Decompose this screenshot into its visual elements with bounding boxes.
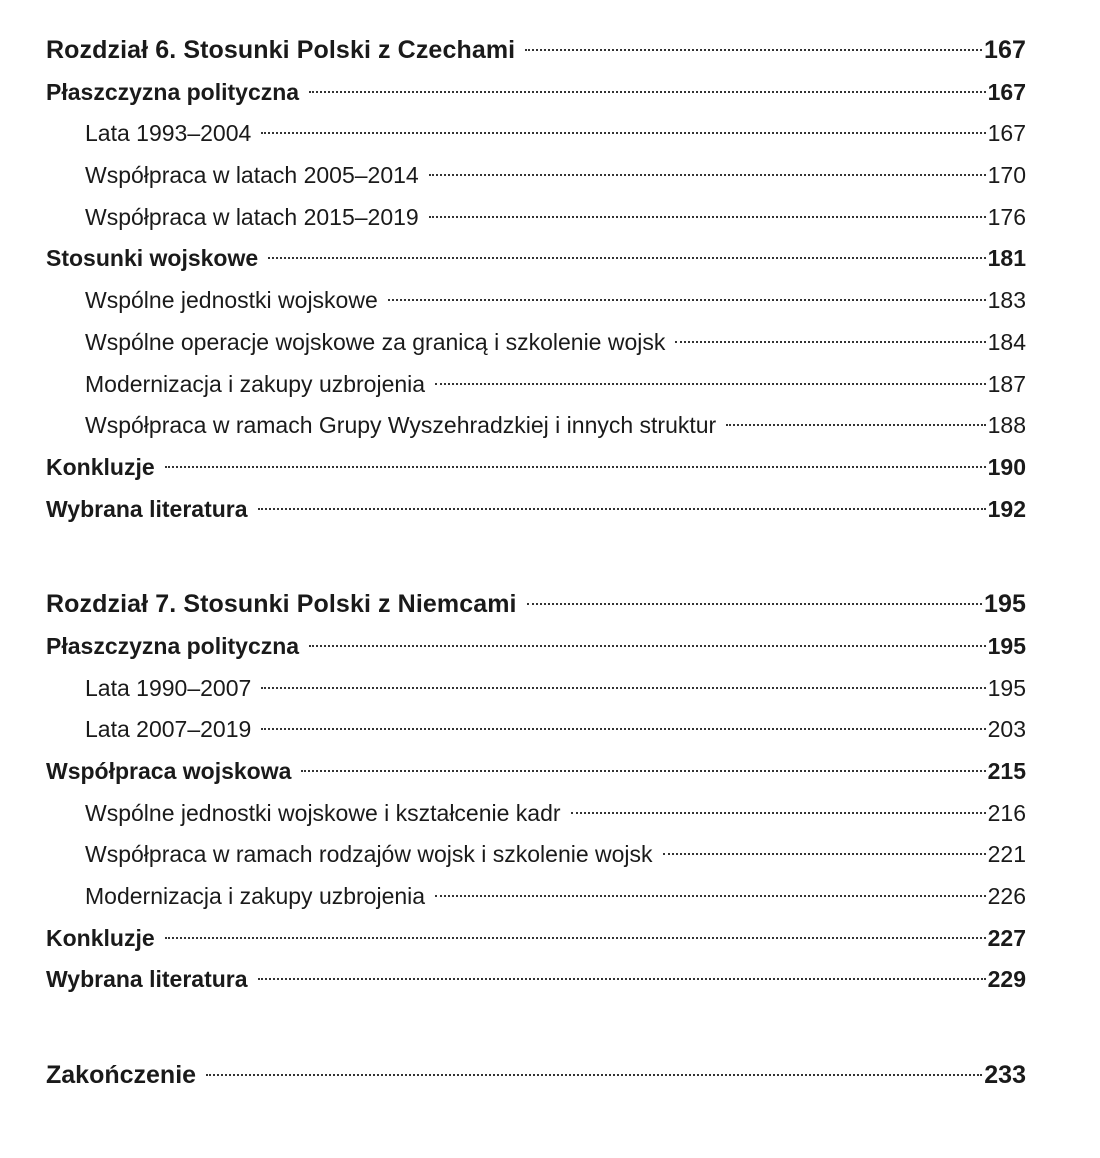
toc-entry-label: Wybrana literatura [46, 495, 248, 522]
toc-entry-label: Wybrana literatura [46, 966, 248, 993]
toc-entry-section[interactable] [46, 447, 1026, 489]
toc-page-number: 181 [987, 245, 1026, 272]
toc-entry-label: Konkluzje [46, 924, 155, 951]
toc-page-number: 221 [987, 841, 1026, 868]
dot-leader [258, 508, 986, 510]
toc-page-number: 192 [987, 495, 1026, 522]
chapter-7-block [46, 584, 1026, 1001]
toc-page-number: 195 [983, 590, 1026, 619]
toc-page-number: 215 [987, 758, 1026, 784]
dot-leader [527, 603, 982, 605]
dot-leader [261, 728, 985, 730]
toc-page-number: 167 [987, 120, 1026, 147]
toc-entry-section[interactable] [46, 489, 1026, 531]
toc-page-number: 167 [983, 36, 1026, 64]
toc-page-number: 195 [987, 674, 1026, 701]
conclusion-block [46, 1055, 1026, 1097]
toc-entry-label: Wspólne jednostki wojskowe [85, 287, 378, 314]
toc-entry-label: Zakończenie [46, 1061, 197, 1090]
dot-leader [309, 645, 986, 647]
toc-entry-subsection[interactable] [46, 405, 1026, 447]
dot-leader [301, 770, 985, 772]
toc-page-number: 216 [987, 799, 1026, 826]
toc-page-number: 167 [987, 78, 1026, 105]
dot-leader [429, 174, 986, 176]
toc-chapter-6-heading[interactable] [46, 30, 1026, 72]
toc-entry-subsection[interactable] [46, 113, 1026, 155]
dot-leader [435, 895, 986, 897]
toc-page-number: 183 [987, 287, 1026, 314]
toc-entry-subsection[interactable] [46, 155, 1026, 197]
dot-leader [258, 978, 986, 980]
dot-leader [261, 687, 985, 689]
toc-entry-label: Płaszczyzna polityczna [46, 78, 300, 105]
toc-entry-label: Współpraca w latach 2015–2019 [85, 203, 419, 230]
toc-entry-section[interactable] [46, 238, 1026, 280]
toc-page-number: 203 [987, 716, 1026, 743]
toc-page-number: 227 [987, 924, 1026, 951]
toc-page-number: 187 [987, 370, 1026, 397]
toc-entry-subsection[interactable] [46, 322, 1026, 364]
toc-page-number: 176 [987, 203, 1026, 230]
toc-page-number: 195 [987, 632, 1026, 659]
dot-leader [675, 341, 985, 343]
toc-entry-label: Współpraca wojskowa [46, 758, 292, 784]
toc-conclusion-heading[interactable] [46, 1055, 1026, 1097]
toc-entry-label: Lata 1993–2004 [85, 120, 252, 147]
toc-chapter-7-heading[interactable] [46, 584, 1026, 626]
toc-entry-label: Współpraca w ramach rodzajów wojsk i szkolenie wojsk [85, 841, 653, 868]
dot-leader [663, 853, 986, 855]
dot-leader [261, 132, 985, 134]
toc-entry-section[interactable] [46, 959, 1026, 1001]
dot-leader [268, 257, 985, 259]
toc-entry-label: Współpraca w latach 2005–2014 [85, 162, 419, 189]
dot-leader [206, 1074, 982, 1076]
toc-entry-subsection[interactable] [46, 834, 1026, 876]
toc-entry-label: Modernizacja i zakupy uzbrojenia [85, 370, 426, 397]
toc-entry-section[interactable] [46, 918, 1026, 960]
toc-entry-subsection[interactable] [46, 793, 1026, 835]
toc-page-number: 188 [987, 412, 1026, 439]
chapter-6-block [46, 30, 1026, 530]
toc-entry-label: Wspólne operacje wojskowe za granicą i szkolenie wojsk [85, 328, 666, 355]
dot-leader [571, 812, 986, 814]
dot-leader [525, 49, 982, 51]
toc-entry-label: Wspólne jednostki wojskowe i kształcenie kadr [85, 799, 561, 826]
toc-page-number: 170 [987, 162, 1026, 189]
dot-leader [429, 216, 986, 218]
toc-entry-label: Rozdział 7. Stosunki Polski z Niemcami [46, 590, 517, 619]
toc-entry-section[interactable] [46, 751, 1026, 793]
dot-leader [388, 299, 986, 301]
toc-page-number: 190 [987, 453, 1026, 480]
toc-entry-label: Modernizacja i zakupy uzbrojenia [85, 883, 426, 910]
dot-leader [309, 91, 986, 93]
toc-entry-label: Rozdział 6. Stosunki Polski z Czechami [46, 36, 516, 64]
toc-entry-subsection[interactable] [46, 709, 1026, 751]
toc-entry-label: Płaszczyzna polityczna [46, 632, 300, 659]
toc-entry-subsection[interactable] [46, 668, 1026, 710]
toc-entry-subsection[interactable] [46, 364, 1026, 406]
toc-entry-section[interactable] [46, 626, 1026, 668]
dot-leader [435, 383, 986, 385]
toc-entry-label: Lata 2007–2019 [85, 716, 252, 743]
table-of-contents [46, 30, 1026, 1097]
dot-leader [165, 937, 986, 939]
toc-entry-label: Współpraca w ramach Grupy Wyszehradzkiej i innych struktur [85, 412, 717, 439]
toc-entry-subsection[interactable] [46, 280, 1026, 322]
dot-leader [165, 466, 986, 468]
toc-page-number: 233 [984, 1061, 1026, 1090]
toc-entry-section[interactable] [46, 72, 1026, 114]
toc-entry-label: Stosunki wojskowe [46, 245, 259, 272]
toc-entry-label: Konkluzje [46, 453, 155, 480]
toc-page-number: 229 [987, 966, 1026, 993]
toc-page-number: 226 [987, 883, 1026, 910]
toc-entry-subsection[interactable] [46, 197, 1026, 239]
dot-leader [726, 424, 985, 426]
toc-entry-label: Lata 1990–2007 [85, 674, 252, 701]
toc-entry-subsection[interactable] [46, 876, 1026, 918]
toc-page-number: 184 [987, 328, 1026, 355]
